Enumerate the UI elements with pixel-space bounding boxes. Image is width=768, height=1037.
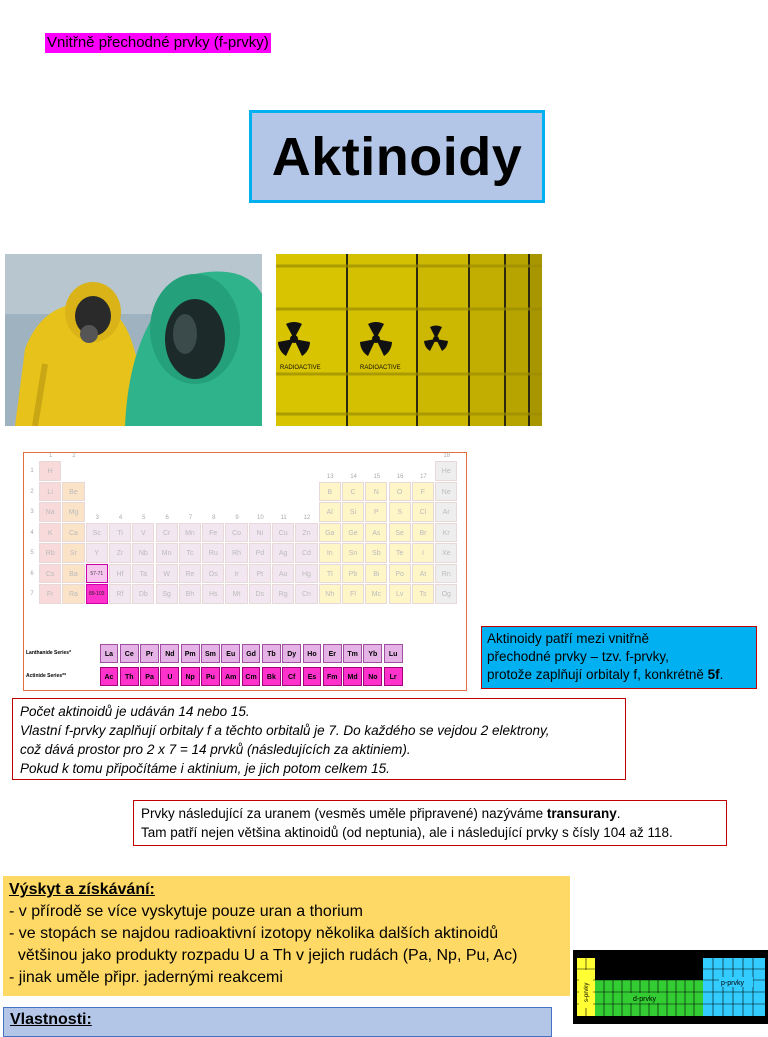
group-number: 5 — [142, 514, 146, 521]
element-cell: Rf — [109, 584, 131, 604]
group-number: 13 — [326, 473, 334, 480]
element-cell: V — [132, 523, 154, 543]
occurrence-line-3: většinou jako produkty rozpadu U a Th v jejich rudách (Pa, Np, Pu, Ac) — [9, 947, 518, 964]
element-cell: S — [389, 502, 411, 522]
actinide-count-note — [12, 698, 626, 780]
element-cell: Nb — [132, 543, 154, 563]
d-block-label: d-prvky — [633, 996, 656, 1003]
lanthanide-cell: Dy — [282, 644, 301, 663]
note2-line-1 — [141, 804, 719, 823]
info-box-f-elements — [481, 626, 757, 689]
element-cell: Be — [62, 482, 84, 502]
element-cell: Sg — [156, 584, 178, 604]
element-cell: Og — [435, 584, 457, 604]
element-cell: Cd — [295, 543, 317, 563]
actinide-cell: Es — [303, 667, 322, 686]
element-cell: F — [412, 482, 434, 502]
element-cell: Xe — [435, 543, 457, 563]
group-number: 4 — [118, 514, 123, 521]
group-number: 8 — [212, 514, 216, 521]
element-cell: Y — [86, 543, 108, 563]
element-cell: K — [39, 523, 61, 543]
element-cell: Ga — [319, 523, 341, 543]
element-cell: Rn — [435, 564, 457, 584]
element-cell: W — [156, 564, 178, 584]
actinide-series-label: Actinide Series** — [26, 673, 67, 679]
group-number: 6 — [165, 514, 169, 521]
group-number: 3 — [95, 514, 99, 521]
lanthanide-cell: Gd — [242, 644, 261, 663]
properties-heading: Vlastnosti: — [3, 1007, 552, 1037]
occurrence-line-4: - jinak uměle připr. jadernými reakcemi — [9, 969, 283, 986]
info-line-3-bold: 5f — [707, 667, 720, 682]
element-cell: Te — [389, 543, 411, 563]
element-cell: Kr — [435, 523, 457, 543]
info-line-3-end: . — [719, 667, 724, 682]
element-cell: Ra — [62, 584, 84, 604]
element-cell: Rb — [39, 543, 61, 563]
lanthanide-cell: Sm — [201, 644, 220, 663]
group-number: 7 — [188, 514, 193, 521]
element-cell: Cu — [272, 523, 294, 543]
element-cell: Ba — [62, 564, 84, 584]
element-cell: B — [319, 482, 341, 502]
element-cell: Al — [319, 502, 341, 522]
lanthanide-cell: Tb — [262, 644, 281, 663]
group-number: 16 — [396, 473, 404, 480]
lanthanide-cell: Tm — [343, 644, 362, 663]
actinide-cell: Am — [221, 667, 240, 686]
element-cell: Sc — [86, 523, 108, 543]
actinide-cell: Fm — [323, 667, 342, 686]
lanthanide-series-label: Lanthanide Series* — [26, 650, 72, 656]
lanthanide-cell: Yb — [363, 644, 382, 663]
element-cell: Ds — [249, 584, 271, 604]
note1-line-3: což dává prostor pro 2 x 7 = 14 prvků (následujících za aktiniem). — [20, 742, 411, 757]
element-cell: Pb — [342, 564, 364, 584]
actinide-cell: Pa — [140, 667, 159, 686]
element-cell: Li — [39, 482, 61, 502]
s-block-label: s-prvky — [584, 982, 590, 1002]
element-cell: Cs — [39, 564, 61, 584]
element-cell: Br — [412, 523, 434, 543]
actinide-cell: Pu — [201, 667, 220, 686]
element-cell: Ni — [249, 523, 271, 543]
element-cell: He — [435, 461, 457, 481]
element-cell: Zr — [109, 543, 131, 563]
actinide-cell: Cf — [282, 667, 301, 686]
lanthanide-placeholder-cell: 57-71 — [86, 564, 108, 584]
element-cell: In — [319, 543, 341, 563]
element-cell: Pd — [249, 543, 271, 563]
group-number: 18 — [443, 453, 451, 459]
actinide-cell: Cm — [242, 667, 261, 686]
period-number: 3 — [30, 509, 34, 515]
group-number: 14 — [350, 473, 357, 480]
element-cell: Si — [342, 502, 364, 522]
barrel-label-1: RADIOACTIVE — [280, 365, 321, 371]
element-cell: H — [39, 461, 61, 481]
element-cell: Rg — [272, 584, 294, 604]
group-number: 17 — [420, 473, 427, 480]
lanthanide-cell: Pm — [181, 644, 200, 663]
lanthanide-cell: Pr — [140, 644, 159, 663]
actinide-cell: Lr — [384, 667, 403, 686]
group-number: 1 — [48, 453, 53, 459]
element-cell: As — [365, 523, 387, 543]
element-cell: At — [412, 564, 434, 584]
occurrence-heading: Výskyt a získávání: — [9, 881, 155, 898]
hazmat-photo — [5, 254, 262, 426]
note2-line-2: Tam patří nejen většina aktinoidů (od neptunia), ale i následující prvky s čísly 104 až 118. — [141, 825, 673, 840]
group-number: 9 — [235, 514, 239, 521]
element-cell: Bi — [365, 564, 387, 584]
element-cell: Mg — [62, 502, 84, 522]
element-cell: C — [342, 482, 364, 502]
page-title — [249, 110, 545, 203]
info-line-3-text: protože zaplňují orbitaly f, konkrétně — [487, 667, 708, 682]
period-number: 1 — [30, 468, 34, 474]
element-cell: Ne — [435, 482, 457, 502]
note2-line-1-text: Prvky následující za uranem (vesměs uměle připravené) nazýváme — [141, 806, 547, 821]
actinide-cell: No — [363, 667, 382, 686]
element-cell: Re — [179, 564, 201, 584]
info-line-1: Aktinoidy patří mezi vnitřně — [487, 631, 650, 646]
lanthanide-cell: Ce — [120, 644, 139, 663]
period-number: 5 — [30, 550, 34, 556]
period-number: 4 — [30, 529, 34, 536]
actinide-cell: Np — [181, 667, 200, 686]
actinide-cell: Bk — [262, 667, 281, 686]
lanthanide-cell: Nd — [160, 644, 179, 663]
element-cell: Sr — [62, 543, 84, 563]
note1-line-2: Vlastní f-prvky zaplňují orbitaly f a těchto orbitalů je 7. Do každého se vejdou 2 elektrony, — [20, 723, 550, 738]
element-cell: N — [365, 482, 387, 502]
element-cell: Po — [389, 564, 411, 584]
element-cell: Mo — [156, 543, 178, 563]
element-cell: Db — [132, 584, 154, 604]
element-cell: Au — [272, 564, 294, 584]
actinide-cell: Th — [120, 667, 139, 686]
element-cell: Ts — [412, 584, 434, 604]
actinide-cell: U — [160, 667, 179, 686]
element-cell: Mt — [225, 584, 247, 604]
element-cell: Ir — [225, 564, 247, 584]
occurrence-line-1: - v přírodě se více vyskytuje pouze uran a thorium — [9, 903, 363, 920]
occurrence-line-2: - ve stopách se najdou radioaktivní izotopy několika dalších aktinoidů — [9, 925, 499, 942]
actinide-placeholder-cell: 89-103 — [86, 584, 108, 604]
lanthanide-cell: La — [100, 644, 119, 663]
actinide-cell: Ac — [100, 667, 119, 686]
element-cell: Sb — [365, 543, 387, 563]
element-cell: Cn — [295, 584, 317, 604]
note2-line-1-end: . — [616, 806, 621, 821]
note1-line-4: Pokud k tomu připočítáme i aktinium, je jich potom celkem 15. — [20, 761, 390, 776]
element-cell: Mn — [179, 523, 201, 543]
periodic-table — [23, 452, 467, 691]
element-cell: Fl — [342, 584, 364, 604]
element-cell: Co — [225, 523, 247, 543]
element-cell: Se — [389, 523, 411, 543]
transuranium-note — [133, 800, 727, 846]
element-cell: Os — [202, 564, 224, 584]
period-number: 6 — [30, 570, 34, 577]
element-cell: Ca — [62, 523, 84, 543]
barrel-label-2: RADIOACTIVE — [360, 365, 401, 371]
element-cell: Bh — [179, 584, 201, 604]
element-cell: Hg — [295, 564, 317, 584]
element-cell: Tc — [179, 543, 201, 563]
element-cell: Ag — [272, 543, 294, 563]
element-cell: Mc — [365, 584, 387, 604]
element-cell: Rh — [225, 543, 247, 563]
element-cell: Nh — [319, 584, 341, 604]
element-cell: I — [412, 543, 434, 563]
group-number: 10 — [256, 514, 264, 521]
element-cell: Hf — [109, 564, 131, 584]
group-number: 15 — [373, 473, 381, 480]
period-number: 7 — [30, 591, 34, 597]
element-cell: Fr — [39, 584, 61, 604]
element-cell: Cl — [412, 502, 434, 522]
element-cell: Cr — [156, 523, 178, 543]
section-tag: Vnitřně přechodné prvky (f-prvky) — [47, 34, 269, 51]
element-cell: Tl — [319, 564, 341, 584]
element-cell: Zn — [295, 523, 317, 543]
note2-bold: transurany — [546, 806, 617, 821]
group-number: 11 — [280, 514, 287, 521]
element-cell: Lv — [389, 584, 411, 604]
lanthanide-cell: Eu — [221, 644, 240, 663]
group-number: 12 — [303, 514, 311, 521]
info-line-3 — [487, 666, 751, 684]
radioactive-barrels-photo — [276, 254, 542, 426]
block-periodic-table — [573, 950, 768, 1024]
element-cell: Ti — [109, 523, 131, 543]
lanthanide-cell: Lu — [384, 644, 403, 663]
actinide-cell: Md — [343, 667, 362, 686]
element-cell: P — [365, 502, 387, 522]
element-cell: Na — [39, 502, 61, 522]
element-cell: Ta — [132, 564, 154, 584]
group-number: 2 — [72, 453, 76, 459]
occurrence-section — [3, 876, 570, 996]
element-cell: Ar — [435, 502, 457, 522]
element-cell: Sn — [342, 543, 364, 563]
lanthanide-cell: Er — [323, 644, 342, 663]
element-cell: Pt — [249, 564, 271, 584]
element-cell: Ru — [202, 543, 224, 563]
element-cell: Ge — [342, 523, 364, 543]
info-line-2: přechodné prvky – tzv. f-prvky, — [487, 649, 669, 664]
period-number: 2 — [30, 488, 34, 495]
note1-line-1: Počet aktinoidů je udáván 14 nebo 15. — [20, 704, 250, 719]
page-title-text: Aktinoidy — [271, 126, 523, 187]
element-cell: O — [389, 482, 411, 502]
lanthanide-cell: Ho — [303, 644, 322, 663]
element-cell: Hs — [202, 584, 224, 604]
element-cell: Fe — [202, 523, 224, 543]
p-block-label: p-prvky — [721, 980, 744, 987]
